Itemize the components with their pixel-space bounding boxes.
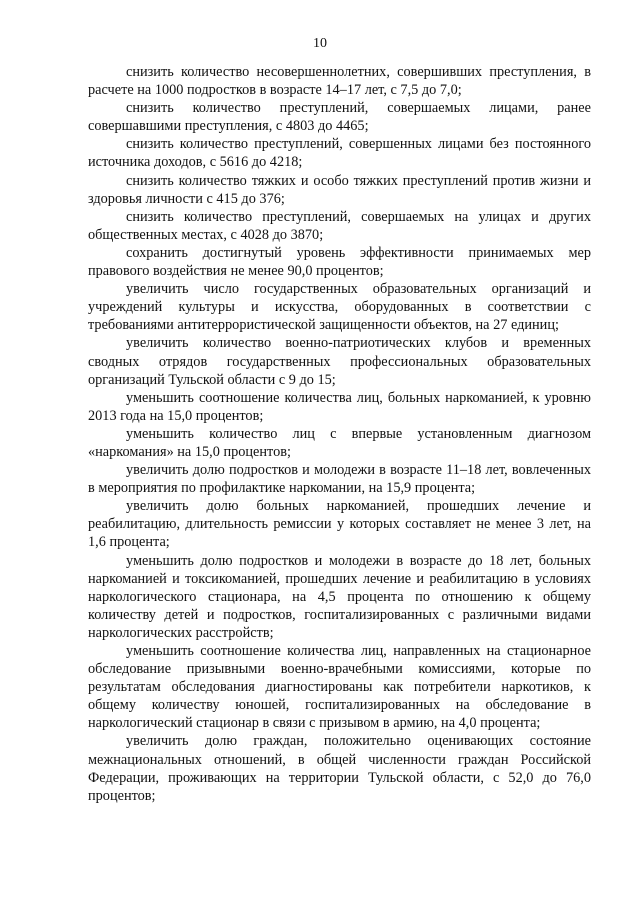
paragraph: уменьшить долю подростков и молодежи в возрасте до 18 лет, больных наркоманией и токсикоманией, прошедших лечение и реабилитацию в условиях наркологического стационара, на 4,5 процента по отношению к общему количеству детей и подростков, госпитализированных с различными видами наркологических расстройств;: [88, 552, 591, 641]
paragraph: снизить количество тяжких и особо тяжких преступлений против жизни и здоровья личности с 415 до 376;: [88, 172, 591, 207]
paragraph: уменьшить количество лиц с впервые установленным диагнозом «наркомания» на 15,0 процентов;: [88, 425, 591, 460]
paragraph: увеличить долю больных наркоманией, прошедших лечение и реабилитацию, длительность ремиссии у которых составляет не менее 3 лет, на 1,6 процента;: [88, 498, 591, 551]
paragraph: увеличить количество военно-патриотических клубов и временных сводных отрядов государственных профессиональных образовательных организаций Тульской области с 9 до 15;: [88, 335, 591, 388]
page-number: 10: [313, 36, 327, 51]
paragraph: уменьшить соотношение количества лиц, направленных на стационарное обследование призывными военно-врачебными комиссиями, которые по результатам обследования диагностированы как потребители наркотиков, к общему количеству юношей, госпитализированных на обследование в наркологический стационар в связи с призывом в армию, на 4,0 процента;: [88, 643, 591, 732]
paragraph: уменьшить соотношение количества лиц, больных наркоманией, к уровню 2013 года на 15,0 процентов;: [88, 389, 591, 424]
paragraph: снизить количество несовершеннолетних, совершивших преступления, в расчете на 1000 подростков в возрасте 14–17 лет, с 7,5 до 7,0;: [88, 64, 591, 99]
document-body: [88, 63, 591, 805]
paragraph: снизить количество преступлений, совершаемых на улицах и других общественных местах, с 4028 до 3870;: [88, 208, 591, 243]
paragraph: увеличить долю граждан, положительно оценивающих состояние межнациональных отношений, в общей численности граждан Российской Федерации, проживающих на территории Тульской области, с 52,0 до 76,0 процентов;: [88, 733, 591, 804]
paragraph: увеличить число государственных образовательных организаций и учреждений культуры и искусства, оборудованных в соответствии с требованиями антитеррористической защищенности объектов, на 27 единиц;: [88, 281, 591, 334]
paragraph: сохранить достигнутый уровень эффективности принимаемых мер правового воздействия не менее 90,0 процентов;: [88, 244, 591, 280]
paragraph: снизить количество преступлений, совершаемых лицами, ранее совершавшими преступления, с 4803 до 4465;: [88, 100, 591, 135]
paragraph: увеличить долю подростков и молодежи в возрасте 11–18 лет, вовлеченных в мероприятия по профилактике наркомании, на 15,9 процента;: [88, 462, 591, 497]
paragraph: снизить количество преступлений, совершенных лицами без постоянного источника доходов, с 5616 до 4218;: [88, 136, 591, 171]
